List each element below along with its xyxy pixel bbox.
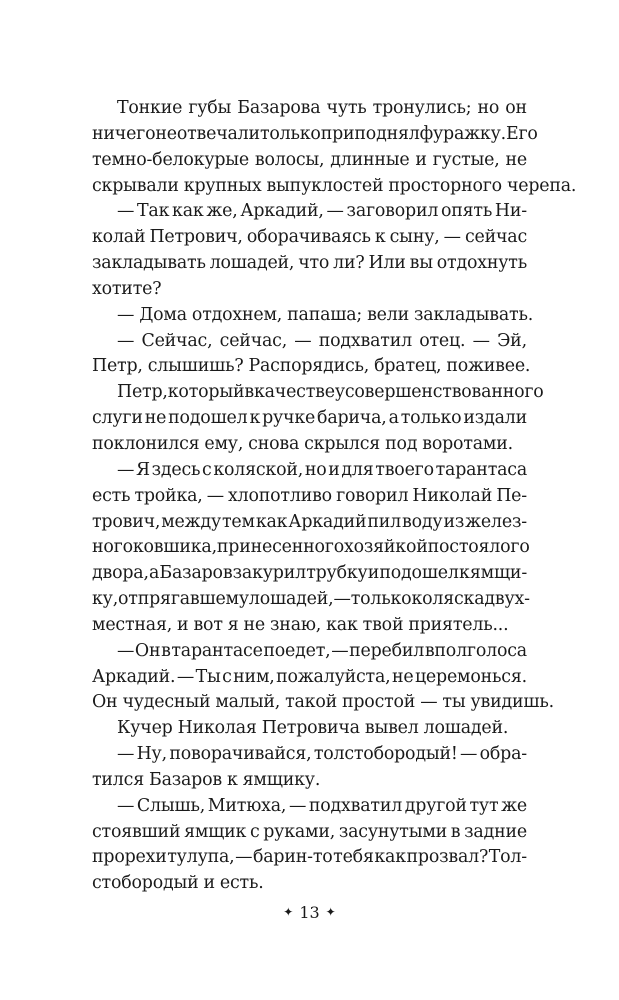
- text-word: для: [341, 459, 374, 480]
- text-line: [92, 690, 554, 716]
- text-word: слышишь?: [147, 356, 244, 377]
- text-word: крупных: [183, 175, 262, 196]
- text-word: стоявший: [92, 821, 181, 842]
- text-word: ли?: [333, 253, 365, 274]
- text-word: увидишь.: [470, 692, 554, 713]
- text-word: Я: [135, 459, 150, 480]
- text-word: хлопотливо: [228, 485, 332, 506]
- text-word: ним,: [233, 666, 275, 687]
- text-word: коляской,: [213, 459, 304, 480]
- text-word: —: [443, 227, 461, 248]
- text-word: местная,: [92, 614, 173, 635]
- text-word: ручке: [262, 408, 316, 429]
- text-word: прозвал?: [406, 847, 489, 868]
- text-word: в: [244, 382, 254, 403]
- text-word: приподнял: [320, 123, 420, 144]
- text-word: Аркадий,: [240, 201, 324, 222]
- text-word: Он: [92, 692, 118, 713]
- text-word: в: [450, 821, 461, 842]
- page-number: 13: [299, 902, 320, 922]
- text-line: [92, 303, 534, 329]
- text-line: [92, 251, 527, 277]
- text-word: издали: [463, 408, 527, 429]
- text-word: желез-: [465, 511, 527, 532]
- text-word: трович,: [92, 511, 161, 532]
- left-ornament-icon: ✦: [283, 905, 294, 919]
- text-word: к: [374, 227, 386, 248]
- text-word: колай: [92, 227, 146, 248]
- text-word: принесенного: [216, 537, 344, 558]
- text-word: тройка,: [134, 485, 203, 506]
- text-word: густые,: [432, 149, 500, 170]
- text-word: коляска: [411, 589, 485, 610]
- text-line: [92, 716, 527, 742]
- text-word: Пе-: [496, 485, 527, 506]
- text-word: Или: [368, 253, 406, 274]
- text-word: приятель...: [408, 614, 509, 635]
- text-word: выпуклостей: [266, 175, 384, 196]
- text-word: только: [400, 408, 462, 429]
- text-word: сыну,: [389, 227, 440, 248]
- text-word: такой: [285, 692, 337, 713]
- right-ornament-icon: ✦: [325, 905, 336, 919]
- text-word: Ну,: [136, 744, 167, 765]
- text-word: слуги: [92, 408, 143, 429]
- text-word: не: [155, 123, 177, 144]
- text-word: не: [243, 614, 266, 635]
- text-word: толстобородый!: [313, 744, 458, 765]
- text-line: [92, 458, 527, 484]
- text-word: папаша;: [287, 304, 363, 325]
- text-word: поклонился: [92, 433, 200, 454]
- text-word: что: [298, 253, 330, 274]
- text-word: из: [443, 511, 465, 532]
- text-word: лошадей.: [423, 718, 509, 739]
- text-word: к: [249, 408, 261, 429]
- text-word: другой: [404, 795, 467, 816]
- text-line: [92, 199, 527, 225]
- text-line: [92, 432, 527, 458]
- text-word: только: [259, 123, 321, 144]
- text-word: скрывали: [92, 175, 179, 196]
- text-word: к: [226, 769, 238, 790]
- text-word: —: [326, 201, 344, 222]
- text-word: ямщик: [184, 821, 247, 842]
- text-word: трубку: [306, 563, 368, 584]
- text-word: тарантасе: [171, 640, 263, 661]
- text-word: церемонься.: [414, 666, 527, 687]
- text-word: ковшика,: [132, 537, 217, 558]
- text-word: твоего: [375, 459, 434, 480]
- text-word: тарантаса: [435, 459, 527, 480]
- text-word: —: [235, 847, 253, 868]
- text-word: чуть: [326, 98, 367, 118]
- text-word: Петр,: [92, 356, 143, 377]
- text-word: обра-: [479, 744, 527, 765]
- text-word: Его: [505, 123, 538, 144]
- text-word: Петр,: [117, 382, 168, 403]
- text-word: Эй,: [497, 330, 527, 351]
- text-word: тился: [92, 769, 144, 790]
- text-line: [92, 329, 527, 355]
- text-word: не: [505, 149, 527, 170]
- text-word: опять: [441, 201, 493, 222]
- text-word: как: [326, 614, 358, 635]
- text-line: [92, 380, 544, 406]
- text-word: двора,: [92, 563, 149, 584]
- text-word: ямщику.: [242, 769, 321, 790]
- text-word: прорехи: [92, 847, 167, 868]
- text-word: засунутыми: [338, 821, 448, 842]
- text-word: —: [294, 330, 312, 351]
- text-word: воду: [402, 511, 443, 532]
- body-text: [92, 96, 577, 897]
- text-word: воротами.: [422, 433, 513, 454]
- text-word: ямщи-: [469, 563, 527, 584]
- text-word: оборачиваясь: [246, 227, 371, 248]
- text-word: есть.: [219, 873, 264, 894]
- text-word: между: [161, 511, 221, 532]
- text-word: волосы,: [254, 149, 325, 170]
- text-word: —: [333, 589, 351, 610]
- text-word: и: [367, 563, 380, 584]
- text-word: тронулись;: [372, 98, 472, 118]
- text-word: подошел: [168, 408, 248, 429]
- text-word: ему,: [204, 433, 244, 454]
- text-word: Аркадий.: [92, 666, 176, 687]
- text-word: стобородый: [92, 873, 199, 894]
- text-word: —: [460, 744, 478, 765]
- text-line: [92, 587, 530, 613]
- text-word: же,: [206, 201, 238, 222]
- text-word: ку,: [92, 589, 119, 610]
- text-word: снова: [248, 433, 300, 454]
- text-line: [92, 639, 527, 665]
- text-line: [92, 96, 527, 122]
- text-word: губы: [188, 98, 232, 118]
- text-word: —: [472, 330, 490, 351]
- text-word: Слышь,: [136, 795, 206, 816]
- text-word: хотите?: [92, 278, 162, 299]
- text-word: сейчас: [464, 227, 527, 248]
- text-word: качестве: [253, 382, 335, 403]
- text-word: который: [167, 382, 245, 403]
- text-word: с: [222, 666, 232, 687]
- text-word: —: [176, 666, 195, 687]
- text-line: [92, 354, 531, 380]
- page-footer: [0, 900, 619, 924]
- text-word: —: [117, 201, 135, 222]
- text-word: поворачивайся,: [169, 744, 312, 765]
- text-word: отец.: [419, 330, 466, 351]
- text-word: под: [385, 433, 418, 454]
- text-word: говорил: [336, 485, 409, 506]
- text-word: лошадей,: [248, 589, 334, 610]
- text-word: —: [331, 640, 349, 661]
- text-word: хозяйкой: [343, 537, 428, 558]
- text-word: Митюха,: [207, 795, 287, 816]
- text-word: —: [117, 795, 135, 816]
- text-word: Сейчас,: [141, 330, 213, 351]
- text-word: с: [202, 459, 212, 480]
- text-line: [92, 535, 530, 561]
- text-line: [92, 277, 527, 303]
- text-word: же: [501, 795, 527, 816]
- text-word: простой: [341, 692, 416, 713]
- text-word: двух-: [484, 589, 530, 610]
- text-word: тулупа,: [167, 847, 235, 868]
- text-word: —: [117, 304, 135, 325]
- text-word: руками,: [263, 821, 336, 842]
- text-word: но: [477, 98, 500, 118]
- text-word: отдохнем,: [191, 304, 283, 325]
- text-word: подошел: [379, 563, 459, 584]
- text-word: тем: [222, 511, 255, 532]
- text-word: пил: [367, 511, 402, 532]
- text-word: он: [505, 98, 527, 118]
- text-word: просторного: [388, 175, 502, 196]
- text-line: [92, 768, 527, 794]
- text-word: закладывать: [92, 253, 206, 274]
- text-word: вот: [193, 614, 223, 635]
- text-line: [92, 174, 577, 200]
- text-word: тебя: [333, 847, 374, 868]
- text-word: а: [388, 408, 399, 429]
- text-word: Распорядись,: [248, 356, 370, 377]
- text-line: [92, 871, 527, 897]
- text-line: [92, 484, 527, 510]
- text-word: но: [304, 459, 327, 480]
- text-word: Так: [137, 201, 170, 222]
- text-word: Петрович,: [149, 227, 243, 248]
- text-word: —: [206, 485, 224, 506]
- text-line: [92, 510, 527, 536]
- text-word: и: [328, 459, 340, 480]
- text-word: с: [249, 821, 260, 842]
- text-word: —: [420, 692, 438, 713]
- text-word: —: [117, 744, 135, 765]
- text-word: подхватил: [318, 330, 412, 351]
- text-line: [92, 406, 527, 432]
- text-line: [92, 794, 527, 820]
- text-word: не: [144, 408, 167, 429]
- text-line: [92, 665, 527, 691]
- text-word: задние: [464, 821, 527, 842]
- text-line: [92, 122, 538, 148]
- text-word: вывел: [364, 718, 419, 739]
- text-word: не: [391, 666, 414, 687]
- text-line: [92, 820, 527, 846]
- text-word: Петровича: [261, 718, 360, 739]
- text-word: и: [248, 123, 260, 144]
- text-line: [92, 148, 527, 174]
- text-word: скрылся: [304, 433, 381, 454]
- text-word: Он: [134, 640, 161, 661]
- text-word: твой: [362, 614, 404, 635]
- text-word: —: [117, 330, 135, 351]
- text-word: длинные: [330, 149, 410, 170]
- text-word: закладывать.: [413, 304, 534, 325]
- text-word: Базаров: [159, 563, 233, 584]
- text-word: чудесный: [122, 692, 211, 713]
- text-word: и: [415, 149, 427, 170]
- text-word: знаю,: [270, 614, 322, 635]
- text-word: и: [177, 614, 189, 635]
- text-word: а: [149, 563, 160, 584]
- text-word: как: [172, 201, 204, 222]
- text-word: братец,: [374, 356, 442, 377]
- text-word: как: [374, 847, 406, 868]
- text-word: и: [203, 873, 215, 894]
- text-line: [92, 225, 527, 251]
- text-word: —: [117, 640, 135, 661]
- text-word: в: [161, 640, 171, 661]
- text-word: усовершенствованного: [334, 382, 544, 403]
- text-word: тут: [469, 795, 499, 816]
- text-word: Базаров: [148, 769, 222, 790]
- text-line: [92, 742, 527, 768]
- text-word: Аркадий: [288, 511, 367, 532]
- text-word: отдохнуть: [436, 253, 527, 274]
- text-word: Ты: [195, 666, 221, 687]
- text-word: поживее.: [446, 356, 531, 377]
- text-word: заговорил: [346, 201, 439, 222]
- text-word: Базарова: [237, 98, 321, 118]
- text-word: только: [350, 589, 412, 610]
- text-word: постоялого: [427, 537, 530, 558]
- text-word: отпрягавшему: [118, 589, 249, 610]
- text-word: Ни-: [494, 201, 527, 222]
- text-word: черепа.: [506, 175, 577, 196]
- text-word: Тол-: [488, 847, 527, 868]
- text-word: лошадей,: [209, 253, 295, 274]
- text-word: пожалуйста,: [276, 666, 391, 687]
- text-word: перебил: [349, 640, 425, 661]
- text-word: ного: [92, 537, 133, 558]
- text-word: здесь: [151, 459, 201, 480]
- text-word: барин-то: [252, 847, 333, 868]
- text-word: я: [227, 614, 239, 635]
- text-word: сейчас,: [219, 330, 288, 351]
- text-word: как: [255, 511, 288, 532]
- text-word: темно-белокурые: [92, 149, 250, 170]
- text-word: барича,: [317, 408, 387, 429]
- text-word: малый,: [215, 692, 281, 713]
- text-word: вы: [409, 253, 433, 274]
- text-word: фуражку.: [419, 123, 506, 144]
- text-word: Николая: [177, 718, 257, 739]
- text-word: вели: [367, 304, 409, 325]
- text-word: отвечал: [176, 123, 249, 144]
- text-word: Николай: [412, 485, 493, 506]
- text-word: поедет,: [263, 640, 331, 661]
- text-word: подхватил: [308, 795, 403, 816]
- text-word: есть: [92, 485, 131, 506]
- text-word: —: [288, 795, 307, 816]
- text-word: к: [458, 563, 470, 584]
- text-word: ты: [442, 692, 466, 713]
- text-word: Дома: [139, 304, 187, 325]
- text-word: —: [117, 459, 135, 480]
- text-word: вполголоса: [424, 640, 527, 661]
- text-word: Тонкие: [117, 98, 183, 118]
- text-line: [92, 845, 527, 871]
- text-word: закурил: [232, 563, 306, 584]
- text-line: [92, 613, 527, 639]
- text-line: [92, 561, 527, 587]
- text-word: ничего: [92, 123, 156, 144]
- text-word: Кучер: [117, 718, 173, 739]
